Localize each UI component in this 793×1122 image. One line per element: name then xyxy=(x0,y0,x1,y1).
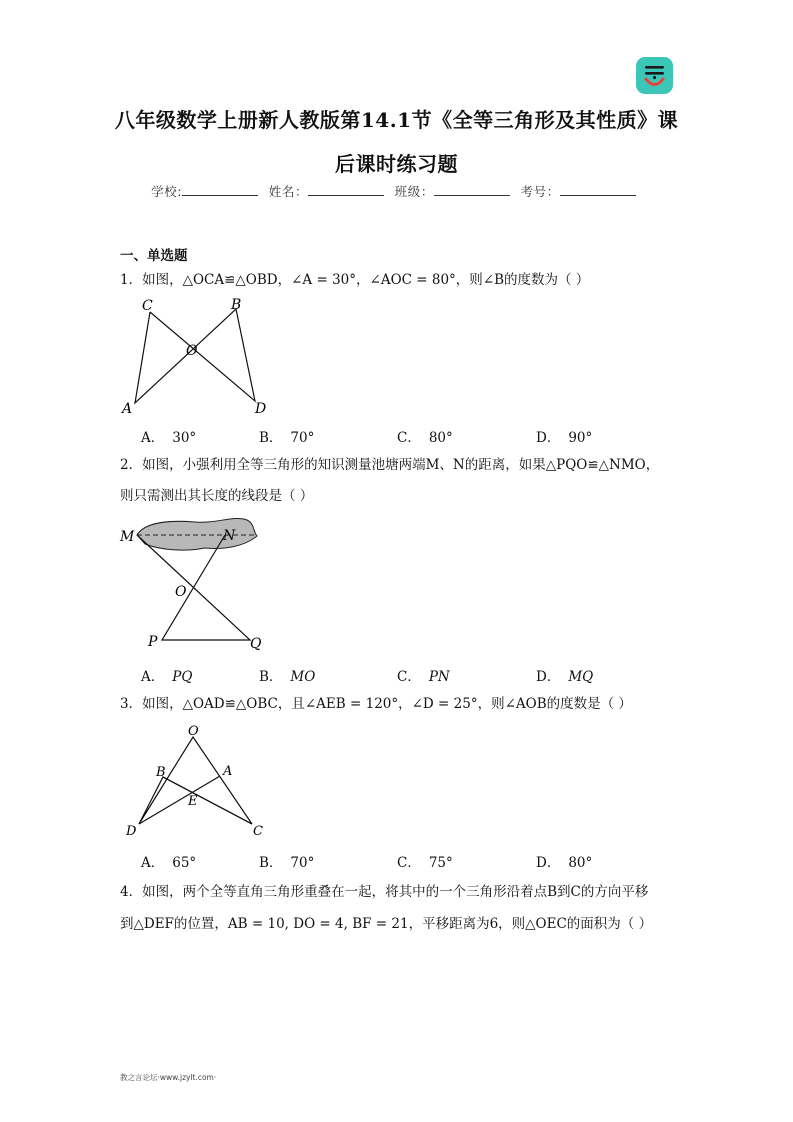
fig3-label-b: B xyxy=(156,765,166,780)
fig1-label-b: B xyxy=(231,297,242,313)
fig3-label-o: O xyxy=(188,724,199,739)
page-footer: 教之言论坛·www.jzylt.com· xyxy=(120,1073,217,1082)
page-title-line1: 八年级数学上册新人教版第14.1节《全等三角形及其性质》课 xyxy=(114,108,679,132)
fig1-label-o: O xyxy=(186,343,198,359)
fig1-label-c: C xyxy=(142,298,153,314)
question-3-option-a[interactable]: A． 65° xyxy=(141,855,197,871)
section-title: 一、单选题 xyxy=(120,248,188,264)
fig3-label-d: D xyxy=(126,824,137,839)
fig1-label-d: D xyxy=(255,401,267,417)
fig3-label-a: A xyxy=(223,764,233,779)
question-2-figure xyxy=(115,512,275,652)
fig3-label-c: C xyxy=(253,824,263,839)
class-label: 班级： xyxy=(394,184,434,199)
logo-icon xyxy=(636,57,673,94)
question-4-stem-line2: 到△DEF的位置，AB = 10, DO = 4, BF = 21，平移距离为6，则△OEC的面积为（ ） xyxy=(120,916,653,932)
question-3-option-d[interactable]: D． 80° xyxy=(536,855,593,871)
question-1-option-c[interactable]: C． 80° xyxy=(397,430,453,446)
question-2-stem-line1: 2．如图，小强利用全等三角形的知识测量池塘两端M、N的距离，如果△PQO≌△NMO， xyxy=(120,457,660,473)
number-field[interactable] xyxy=(560,185,636,196)
fig2-label-o: O xyxy=(175,584,187,600)
question-2-option-a[interactable]: A． PQ xyxy=(141,669,193,685)
school-field[interactable] xyxy=(182,185,258,196)
fig2-label-p: P xyxy=(148,634,158,650)
question-1-option-d[interactable]: D． 90° xyxy=(536,430,593,446)
fig2-label-n: N xyxy=(223,528,236,544)
question-3-option-b[interactable]: B． 70° xyxy=(259,855,315,871)
question-1-stem: 1．如图，△OCA≌△OBD，∠A = 30°，∠AOC = 80°，则∠B的度数为（ ） xyxy=(120,272,590,288)
name-label: 姓名： xyxy=(268,184,309,199)
question-1-figure xyxy=(115,295,285,420)
fig1-label-a: A xyxy=(122,401,133,417)
question-3-option-c[interactable]: C． 75° xyxy=(397,855,453,871)
fig2-label-q: Q xyxy=(250,636,262,652)
question-2-option-c[interactable]: C． PN xyxy=(397,669,450,685)
fig3-label-e: E xyxy=(188,794,198,809)
page-title-line2: 后课时练习题 xyxy=(335,152,458,176)
question-1-option-b[interactable]: B． 70° xyxy=(259,430,315,446)
question-4-stem-line1: 4．如图，两个全等直角三角形重叠在一起，将其中的一个三角形沿着点B到C的方向平移 xyxy=(120,884,649,900)
class-field[interactable] xyxy=(434,185,510,196)
number-label: 考号： xyxy=(520,184,560,199)
question-3-figure xyxy=(118,722,278,842)
student-info-row xyxy=(0,182,793,200)
question-3-stem: 3．如图，△OAD≌△OBC，且∠AEB = 120°，∠D = 25°，则∠AOB的度数是（ ） xyxy=(120,696,632,712)
question-2-stem-line2: 则只需测出其长度的线段是（ ） xyxy=(120,488,314,504)
school-label: 学校: xyxy=(151,184,183,199)
name-field[interactable] xyxy=(308,185,384,196)
fig2-label-m: M xyxy=(120,529,135,545)
question-2-option-d[interactable]: D． MQ xyxy=(536,669,594,685)
question-2-option-b[interactable]: B． MO xyxy=(259,669,316,685)
question-1-option-a[interactable]: A． 30° xyxy=(141,430,197,446)
